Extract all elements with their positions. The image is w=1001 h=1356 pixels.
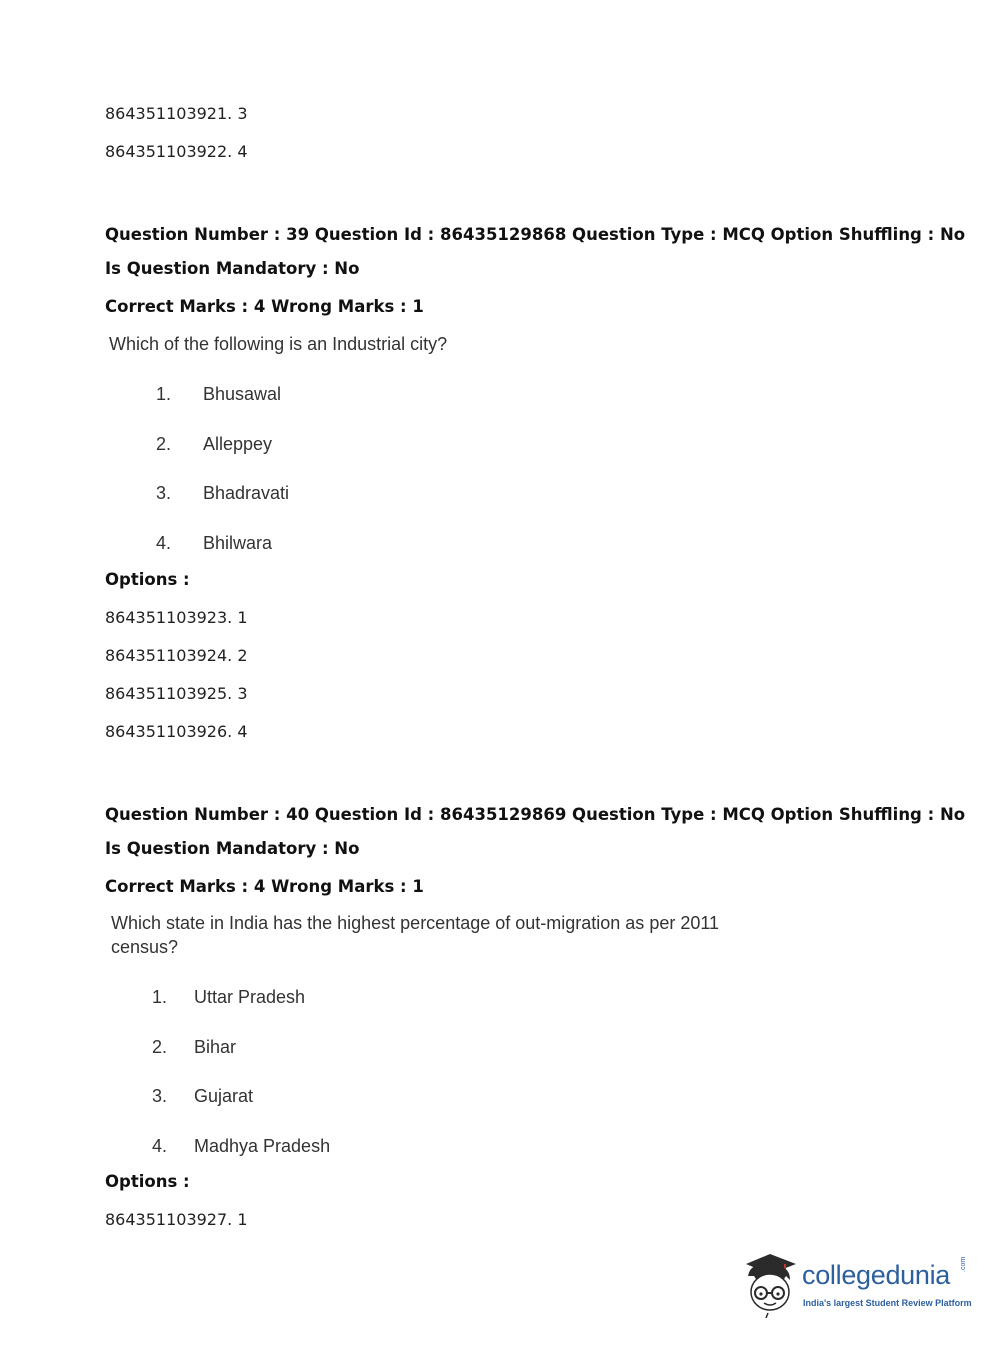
choice-number: 4. [156, 533, 172, 553]
question-marks: Correct Marks : 4 Wrong Marks : 1 [105, 877, 424, 896]
choice-number: 2. [156, 434, 172, 454]
choice-text: Alleppey [203, 434, 273, 454]
choice-number: 1. [156, 384, 172, 404]
choice-number: 2. [152, 1037, 168, 1057]
question-meta: Question Number : 39 Question Id : 86435129868 Question Type : MCQ Option Shuffling : No [105, 225, 966, 244]
option-code: 864351103924. 2 [105, 646, 248, 665]
collegedunia-logo [740, 1250, 970, 1320]
question-text: Which of the following is an Industrial city? [109, 334, 448, 354]
choice-number: 3. [152, 1086, 168, 1106]
question-meta: Question Number : 40 Question Id : 86435129869 Question Type : MCQ Option Shuffling : No [105, 805, 966, 824]
choice-text: Bhilwara [203, 533, 273, 553]
choice-text: Bhusawal [203, 384, 282, 404]
mascot-icon [740, 1250, 800, 1320]
logo-tagline: India's largest Student Review Platform [803, 1298, 972, 1308]
option-code: 864351103926. 4 [105, 722, 248, 741]
choice-text: Gujarat [194, 1086, 254, 1106]
option-code: 864351103923. 1 [105, 608, 248, 627]
choice-text: Uttar Pradesh [194, 987, 306, 1007]
choice-number: 3. [156, 483, 172, 503]
question-text: Which state in India has the highest percentage of out-migration as per 2011 [111, 913, 720, 933]
option-code: 864351103927. 1 [105, 1210, 248, 1229]
question-marks: Correct Marks : 4 Wrong Marks : 1 [105, 297, 424, 316]
choice-number: 1. [152, 987, 168, 1007]
choice-number: 4. [152, 1136, 168, 1156]
logo-tld: .com [960, 1256, 967, 1272]
option-code: 864351103922. 4 [105, 142, 248, 161]
option-code: 864351103925. 3 [105, 684, 248, 703]
question-mandatory: Is Question Mandatory : No [105, 839, 360, 858]
question-mandatory: Is Question Mandatory : No [105, 259, 360, 278]
question-text-continued: census? [111, 937, 179, 957]
choice-text: Bihar [194, 1037, 237, 1057]
options-label: Options : [105, 570, 190, 589]
options-label: Options : [105, 1172, 190, 1191]
choice-text: Madhya Pradesh [194, 1136, 331, 1156]
choice-text: Bhadravati [203, 483, 290, 503]
option-code: 864351103921. 3 [105, 104, 248, 123]
logo-wordmark: collegedunia [802, 1260, 951, 1290]
